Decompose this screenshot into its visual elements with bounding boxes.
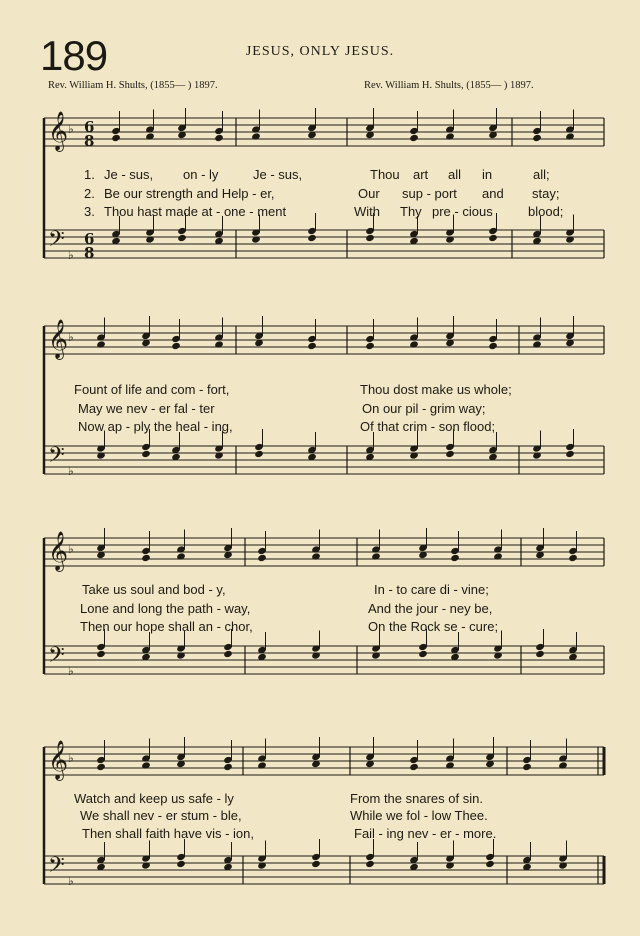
- words-credit: Rev. William H. Shults, (1855— ) 1897.: [48, 80, 218, 91]
- lyric: May we nev - er fal - ter: [78, 401, 215, 416]
- lyric: in: [482, 167, 493, 182]
- bass-clef-icon: 𝄢: [48, 227, 65, 257]
- time-signature-top: 6: [84, 118, 95, 136]
- lyric: Thou dost make us whole;: [360, 382, 512, 397]
- note-head: [365, 860, 375, 868]
- hymn-number: 189: [40, 32, 108, 79]
- note-head: [214, 134, 224, 142]
- note-head: [223, 650, 233, 658]
- music-credit: Rev. William H. Shults, (1855— ) 1897.: [364, 80, 534, 91]
- lyric: Lone and long the path - way,: [80, 601, 251, 616]
- lyric: all: [448, 167, 462, 182]
- note-head: [96, 763, 106, 771]
- system-1-verse-2: [0, 186, 640, 204]
- note-head: [365, 342, 375, 350]
- lyric: Of that crim - son flood;: [360, 419, 496, 434]
- lyric: In - to care di - vine;: [374, 582, 489, 597]
- system-1-verse-1: [0, 167, 640, 185]
- lyric: From the snares of sin.: [350, 791, 483, 806]
- note-head: [488, 342, 498, 350]
- note-head: [409, 763, 419, 771]
- flat-icon: ♭: [68, 664, 74, 678]
- note-head: [485, 860, 495, 868]
- note-head: [257, 554, 267, 562]
- note-head: [532, 134, 542, 142]
- bass-clef-icon: 𝄢: [48, 853, 65, 883]
- system-4-verse-3: [0, 826, 640, 844]
- flat-icon: ♭: [68, 751, 74, 765]
- system-3-verse-1: [0, 582, 640, 600]
- note-head: [111, 134, 121, 142]
- lyric: Then our hope shall an - chor,: [80, 619, 253, 634]
- bass-clef-icon: 𝄢: [48, 443, 65, 473]
- lyric: stay;: [532, 186, 560, 201]
- verse-number: 2.: [84, 186, 95, 201]
- verse-number: 3.: [84, 204, 95, 219]
- lyric: With: [354, 204, 380, 219]
- lyric: While we fol - low Thee.: [350, 808, 488, 823]
- lyric: Be our strength and Help - er,: [104, 186, 275, 201]
- note-head: [223, 763, 233, 771]
- system-3-verse-3: [0, 619, 640, 637]
- system-1-verse-3: [0, 204, 640, 222]
- lyric: Thou: [370, 167, 400, 182]
- lyric: all;: [533, 167, 550, 182]
- flat-icon: ♭: [68, 122, 74, 136]
- note-head: [177, 234, 187, 242]
- hymn-title: JESUS, ONLY JESUS.: [245, 44, 395, 59]
- note-head: [450, 554, 460, 562]
- lyric: Fail - ing nev - er - more.: [354, 826, 497, 841]
- flat-icon: ♭: [68, 464, 74, 478]
- note-head: [311, 860, 321, 868]
- note-head: [522, 763, 532, 771]
- note-head: [409, 134, 419, 142]
- lyric: Thy: [400, 204, 422, 219]
- note-head: [176, 860, 186, 868]
- note-head: [141, 450, 151, 458]
- lyric: on - ly: [183, 167, 219, 182]
- lyric: art: [413, 167, 429, 182]
- verse-number: 1.: [84, 167, 95, 182]
- time-signature-top: 6: [84, 230, 95, 248]
- flat-icon: ♭: [68, 330, 74, 344]
- system-4-verse-1: [0, 791, 640, 809]
- treble-clef-icon: 𝄞: [48, 531, 69, 571]
- note-head: [565, 450, 575, 458]
- note-head: [307, 342, 317, 350]
- note-head: [568, 554, 578, 562]
- lyric: Take us soul and bod - y,: [82, 582, 226, 597]
- system-4-verse-2: [0, 808, 640, 826]
- lyric: And the jour - ney be,: [368, 601, 493, 616]
- lyric: and: [482, 186, 504, 201]
- system-2-verse-3: [0, 419, 640, 437]
- lyric: On our pil - grim way;: [362, 401, 486, 416]
- lyric: blood;: [528, 204, 564, 219]
- flat-icon: ♭: [68, 542, 74, 556]
- system-3-verse-2: [0, 601, 640, 619]
- lyric: On the Rock se - cure;: [368, 619, 499, 634]
- note-head: [96, 650, 106, 658]
- lyric: We shall nev - er stum - ble,: [80, 808, 242, 823]
- lyric: Je - sus,: [253, 167, 303, 182]
- lyric: sup - port: [402, 186, 457, 201]
- note-head: [365, 234, 375, 242]
- system-2-verse-1: [0, 382, 640, 400]
- note-head: [488, 234, 498, 242]
- note-head: [171, 342, 181, 350]
- treble-clef-icon: 𝄞: [48, 111, 69, 151]
- lyric: Je - sus,: [104, 167, 154, 182]
- lyric: Thou hast made at - one - ment: [104, 204, 287, 219]
- flat-icon: ♭: [68, 248, 74, 262]
- bass-clef-icon: 𝄢: [48, 643, 65, 673]
- time-signature-bottom: 8: [84, 132, 95, 150]
- lyric: Watch and keep us safe - ly: [74, 791, 234, 806]
- note-head: [307, 234, 317, 242]
- lyric: pre - cious: [432, 204, 493, 219]
- lyric: Our: [358, 186, 380, 201]
- flat-icon: ♭: [68, 874, 74, 888]
- treble-clef-icon: 𝄞: [48, 319, 69, 359]
- note-head: [535, 650, 545, 658]
- lyric: Fount of life and com - fort,: [74, 382, 230, 397]
- lyric: Then shall faith have vis - ion,: [82, 826, 254, 841]
- treble-clef-icon: 𝄞: [48, 740, 69, 780]
- note-head: [254, 450, 264, 458]
- system-2-verse-2: [0, 401, 640, 419]
- time-signature-bottom: 8: [84, 244, 95, 262]
- note-head: [141, 554, 151, 562]
- note-head: [418, 650, 428, 658]
- lyric: Now ap - ply the heal - ing,: [78, 419, 233, 434]
- note-head: [445, 450, 455, 458]
